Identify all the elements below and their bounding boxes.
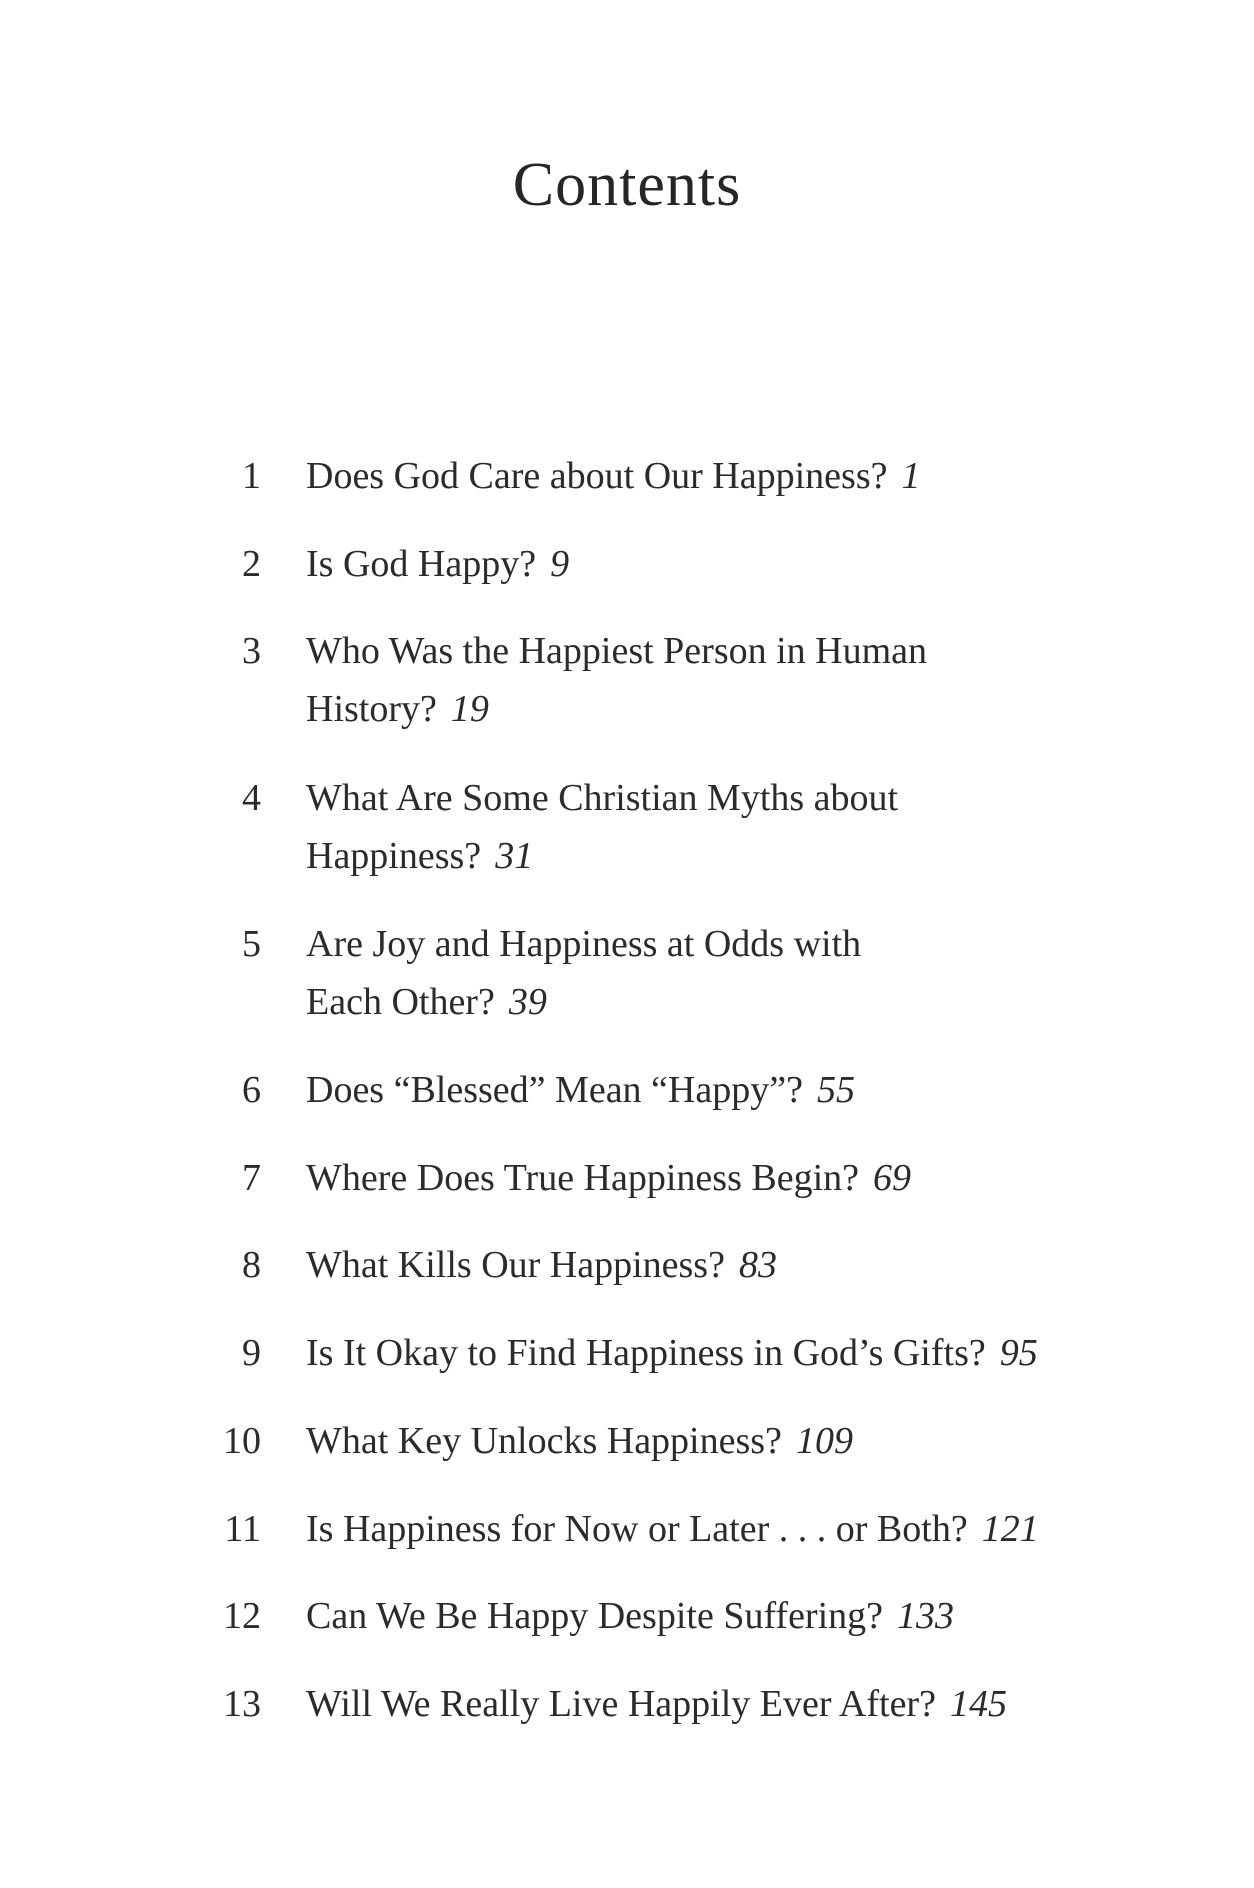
chapter-title [306,769,1106,885]
chapter-title [306,535,1106,593]
chapter-title-text: Is God Happy? [306,543,537,585]
chapter-title-line [306,1324,1106,1382]
page-number: 95 [999,1332,1038,1374]
page-title: Contents [512,151,742,219]
chapter-number: 8 [242,1244,261,1286]
chapter-title-text: What Key Unlocks Happiness? [306,1420,782,1462]
chapter-title-text: Is Happiness for Now or Later . . . or Both? [306,1508,968,1550]
chapter-title [306,1324,1106,1382]
chapter-number: 4 [242,777,261,819]
page-number: 55 [816,1069,855,1111]
chapter-title [306,447,1106,505]
chapter-title-text: Does God Care about Our Happiness? [306,455,888,497]
chapter-title-text: Does “Blessed” Mean “Happy”? [306,1069,803,1111]
chapter-title [306,1412,1106,1470]
page-number: 109 [795,1420,853,1462]
chapter-title-text: What Kills Our Happiness? [306,1244,725,1286]
chapter-title-line [306,1675,1106,1733]
page-number: 133 [897,1595,955,1637]
chapter-title-line [306,535,1106,593]
chapter-number: 3 [242,630,261,672]
chapter-number: 1 [242,455,261,497]
page-number: 69 [873,1157,912,1199]
page-number: 19 [450,688,489,730]
page-number: 9 [550,543,570,585]
chapter-title-text: Each Other? [306,981,495,1023]
chapter-title-line [306,769,1106,827]
chapter-number: 11 [224,1508,261,1550]
chapter-title-line [306,1236,1106,1294]
chapter-title-line [306,915,1106,973]
chapter-number: 2 [242,543,261,585]
chapter-title-text: Where Does True Happiness Begin? [306,1157,860,1199]
chapter-number: 7 [242,1157,261,1199]
chapter-title-text: What Are Some Christian Myths about [306,777,899,819]
page-number: 83 [738,1244,777,1286]
chapter-title-line [306,1149,1106,1207]
chapter-number: 10 [223,1420,261,1462]
chapter-title-line [306,1500,1106,1558]
page-number: 145 [949,1683,1007,1725]
chapter-number: 9 [242,1332,261,1374]
chapter-title [306,915,1106,1031]
chapter-title-text: Are Joy and Happiness at Odds with [306,923,862,965]
chapter-title [306,1236,1106,1294]
chapter-number: 6 [242,1069,261,1111]
chapter-title [306,622,1106,738]
chapter-number: 13 [223,1683,261,1725]
chapter-title-line [306,1587,1106,1645]
chapter-title-text: Will We Really Live Happily Ever After? [306,1683,936,1725]
chapter-title-line [306,680,1106,738]
chapter-title-text: Happiness? [306,835,482,877]
chapter-title-line [306,973,1106,1031]
page-number: 39 [508,981,547,1023]
chapter-number: 5 [242,923,261,965]
chapter-title [306,1500,1106,1558]
page-number: 1 [901,455,921,497]
chapter-title [306,1149,1106,1207]
chapter-title-line [306,1061,1106,1119]
chapter-title-text: Who Was the Happiest Person in Human [306,630,928,672]
chapter-title [306,1675,1106,1733]
page-number: 31 [495,835,534,877]
chapter-title-line [306,447,1106,505]
chapter-title [306,1061,1106,1119]
chapter-title-line [306,827,1106,885]
chapter-title [306,1587,1106,1645]
chapter-title-text: Can We Be Happy Despite Suffering? [306,1595,884,1637]
chapter-number: 12 [223,1595,261,1637]
chapter-title-text: Is It Okay to Find Happiness in God’s Gifts? [306,1332,986,1374]
page-number: 121 [981,1508,1039,1550]
chapter-title-line [306,1412,1106,1470]
chapter-title-text: History? [306,688,437,730]
chapter-title-line [306,622,1106,680]
